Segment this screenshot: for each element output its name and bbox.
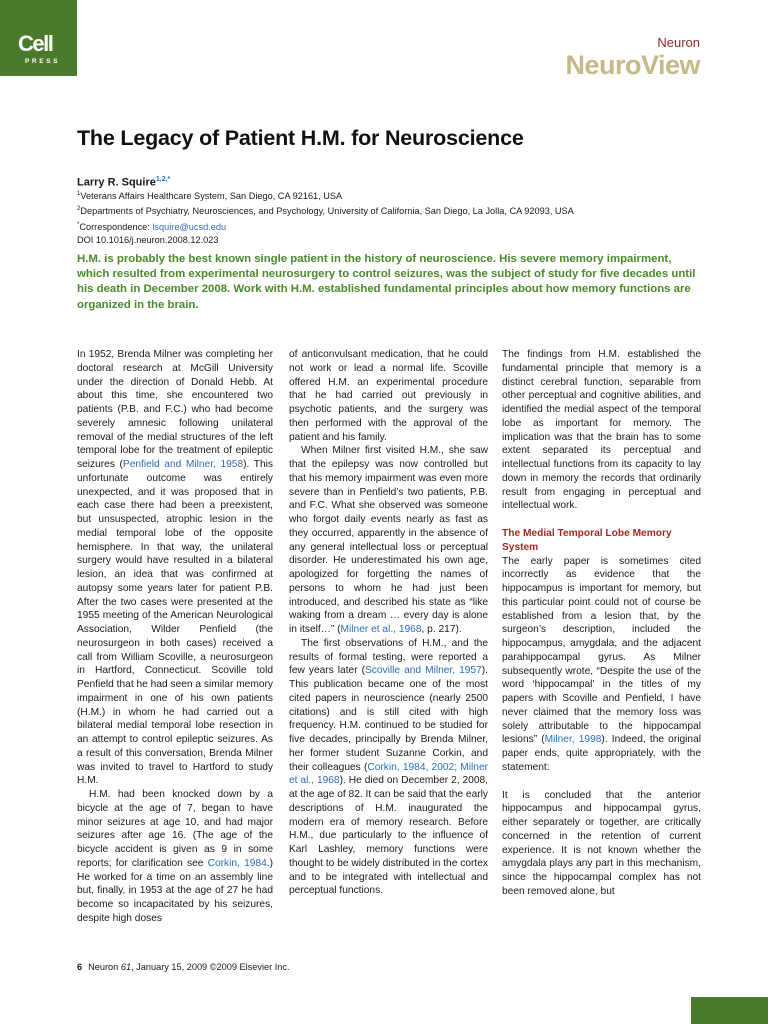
cell-press-logo [0,0,77,76]
citation-link[interactable]: Milner et al., 1968 [340,624,422,635]
paragraph: The early paper is sometimes cited incorrectly as evidence that the hippocampus is important for memory, but this particular point could not of course be established from a lesion that, by the surgeon’s description, included the hippocampus, amygdala, and the adjacent parahippocampal gyrus. As Milner subsequently wrote, “Despite the use of the word ‘hippocampal’ in the titles of my papers with Scoville and Penfield, I have never claimed that the memory loss was solely attributable to the hippocampal lesions” (Milner, 1998). Indeed, the original paper ends, quite appropriately, with the statement: [502,555,702,773]
paragraph: When Milner first visited H.M., she saw that the epilepsy was now controlled but that his memory impairment was even more severe than in Penfield’s two patients, P.B. and F.C. What she observed was someone who forgot daily events nearly as fast as they occurred, apparently in the absence of any general intellectual loss or perceptual disorder. He underestimated his own age, apologized for forgetting the names of persons to whom he had just been introduced, and described his state as “like waking from a dream … every day is alone in itself…” (Milner et al., 1968, p. 217). [289,445,488,635]
paragraph: In 1952, Brenda Milner was completing her doctoral research at McGill University under the direction of Donald Hebb. At about this time, she encountered two patients (P.B. and F.C.) who had become severely amnesic following unilateral removal of the medial structures of the left temporal lobe for the treatment of epileptic seizures (Penfield and Milner, 1958). This unfortunate outcome was entirely unexpected, and it was proposed that in each case there had been a preexistent, but unsuspected, atrophic lesion in the medial temporal lobe of the opposite hemisphere. In that way, the unilateral surgery would have resulted in a bilateral lesion, an idea that was confirmed at autopsy some years later for patient P.B. After the two cases were presented at the 1955 meeting of the American Neurological Association, Wilder Penfield (the neurosurgeon in both cases) received a call from William Scoville, a neurosurgeon in Hartford, Connecticut. Scoville told Penfield that he had seen a similar memory impairment in one of his own patients (H.M.) in whom he had carried out a bilateral medial temporal lobe resection in an attempt to control epileptic seizures. As a result of this conversation, Brenda Milner was invited to travel to Hartford to study H.M. [77,349,273,787]
corner-accent-bar [691,997,768,1024]
citation-link[interactable]: Penfield and Milner, 1958 [122,459,244,470]
footer-journal: Neuron [88,962,119,972]
author-line [77,176,170,189]
affiliations [77,188,737,247]
author-name: Larry R. Squire [77,176,156,189]
body-column-3 [502,348,701,899]
citation-link[interactable]: Corkin, 1984 [207,857,267,869]
citation-link[interactable]: Corkin, 1984, 2002; Milner et al., 1968 [289,761,488,787]
citation-link[interactable]: Scoville and Milner, 1957 [364,665,482,677]
citation-link[interactable]: Milner, 1998 [544,734,602,746]
author-superscript: 1,2,* [155,176,171,183]
article-title: The Legacy of Patient H.M. for Neuroscience [77,126,524,150]
journal-name: Neuron [657,35,700,50]
paragraph: The first observations of H.M., and the results of formal testing, were reported a few years later (Scoville and Milner, 1957). This publication became one of the most cited papers in neuroscience (nearly 2500 citations) and is still cited with high frequency. H.M. continued to be studied for five decades, principally by Brenda Milner, her former student Suzanne Corkin, and their colleagues (Corkin, 1984, 2002; Milner et al., 1968). He died on December 2, 2008, at the age of 82. It can be said that the early descriptions of H.M. inaugurated the modern era of memory research. Before H.M., due particularly to the influence of Karl Lashley, memory functions were thought to be widely distributed in the cortex and to be integrated with intellectual and perceptual functions. [289,637,488,897]
section-heading: The Medial Temporal Lobe Memory System [502,528,672,553]
logo-subtext: PRESS [25,58,61,65]
footer-date: , January 15, 2009 ©2009 Elsevier Inc. [131,962,290,972]
page-number: 6 [77,962,83,972]
affiliation-2: $^2$Departments of Psychiatry, Neurosciences, and Psychology, University of California, San Diego, La Jolla, CA 92093, USA [77,206,574,217]
correspondence: *Correspondence: lsquire@ucsd.edu [77,221,227,232]
abstract: H.M. is probably the best known single patient in the history of neuroscience. His severe memory impairment, which resulted from experimental neurosurgery to control seizures, was the subject of study for five decades until his death in December 2008. Work with H.M. established fundamental principles about how memory functions are organized in the brain. [77,253,696,311]
doi: DOI 10.1016/j.neuron.2008.12.023 [77,234,219,245]
paragraph: The findings from H.M. established the fundamental principle that memory is a distinct cerebral function, separable from other perceptual and cognitive abilities, and identified the medial aspect of the temporal lobe as important for memory. The implication was that the brain has to some extent separated its perceptual and intellectual functions from its capacity to lay down in memory the records that ordinarily result from engaging in perceptual and intellectual work. [502,349,701,512]
affiliation-1: $^1$Veterans Affairs Healthcare System, San Diego, CA 92161, USA [77,191,343,202]
email-link[interactable]: lsquire@ucsd.edu [152,221,227,232]
body-column-1 [77,348,273,926]
section-name: NeuroView [565,50,700,80]
footer-volume: 61 [120,962,132,972]
page-footer [77,962,290,972]
paragraph: H.M. had been knocked down by a bicycle at the age of 7, began to have minor seizures at age 10, and had major seizures after age 16. (The age of the bicycle accident is given as 9 in some reports; for clarification see Corkin, 1984.) He worked for a time on an assembly line but, finally, in 1953 at the age of 27 he had become so incapacitated by his seizures, despite high doses [77,789,273,924]
logo-word: Cell [18,31,53,56]
paragraph: of anticonvulsant medication, that he could not work or lead a normal life. Scoville offered H.M. an experimental procedure that he had carried out previously in psychotic patients, and the surgery was then performed with the approval of the patient and his family. [289,349,488,443]
body-column-2 [289,348,488,898]
block-quote: It is concluded that the anterior hippocampus and hippocampal gyrus, either separately or together, are critically concerned in the retention of current experience. It is not known whether the amygdala plays any part in this mechanism, since the hippocampal complex has not been removed alone, but [502,789,701,897]
